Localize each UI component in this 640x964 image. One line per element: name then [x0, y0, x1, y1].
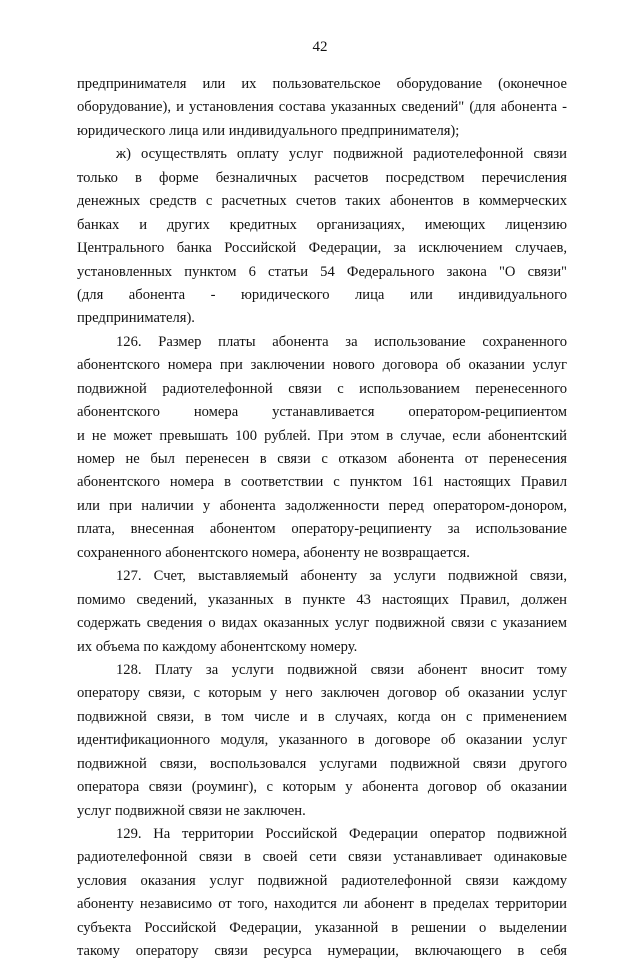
text-line: подвижной связи, воспользовался услугами подвижной связи другого [77, 755, 567, 772]
text-line: условия оказания услуг подвижной радиотелефонной связи каждому [77, 872, 567, 889]
text-line: только в форме безналичных расчетов посредством перечисления [77, 169, 567, 186]
text-line: 126. Размер платы абонента за использование сохраненного [116, 333, 567, 350]
text-line: идентификационного модуля, указанного в договоре об оказании услуг [77, 732, 567, 749]
text-line: 128. Плату за услуги подвижной связи абонент вносит тому [116, 661, 567, 678]
text-line: абоненту независимо от того, находится ли абонент в пределах территории [77, 896, 567, 913]
text-line: абонентского номера устанавливается оператором-реципиентом [77, 404, 567, 421]
text-line: такому оператору связи ресурса нумерации, включающего в себя [77, 943, 567, 960]
text-line: ж) осуществлять оплату услуг подвижной радиотелефонной связи [116, 146, 567, 163]
text-line: денежных средств с расчетных счетов таких абонентов в коммерческих [77, 193, 567, 210]
page-number: 42 [312, 39, 328, 55]
text-line: предпринимателя). [77, 310, 195, 327]
text-line: установленных пунктом 6 статьи 54 Федерального закона "О связи" [77, 263, 567, 280]
text-line: банках и других кредитных организациях, имеющих лицензию [77, 216, 567, 233]
text-line: подвижной связи, в том числе и в случаях, когда он с применением [77, 708, 567, 725]
text-line: сохраненного абонентского номера, абоненту не возвращается. [77, 544, 470, 561]
text-line: юридического лица или индивидуального предпринимателя); [77, 122, 460, 139]
text-line: или при наличии у абонента задолженности перед оператором-донором, [77, 497, 567, 514]
text-line: предпринимателя или их пользовательское оборудование (оконечное [77, 76, 567, 92]
text-line: услуг подвижной связи не заключен. [77, 802, 306, 819]
text-line: 129. На территории Российской Федерации оператор подвижной [116, 826, 567, 842]
text-line: оператору связи, с которым у него заключен договор об оказании услуг [77, 685, 567, 702]
text-line: (для абонента - юридического лица или индивидуального [77, 286, 567, 303]
text-line: помимо сведений, указанных в пункте 43 настоящих Правил, должен [77, 591, 567, 608]
text-line: Центрального банка Российской Федерации, за исключением случаев, [77, 240, 567, 257]
text-line: субъекта Российской Федерации, указанной в решении о выделении [77, 919, 567, 936]
text-line: содержать сведения о видах оказанных услуг подвижной связи с указанием [77, 615, 567, 632]
text-line: оборудование), и установления состава указанных сведений" (для абонента - [77, 99, 567, 116]
text-line: номер не был перенесен в связи с отказом абонента от перенесения [77, 451, 567, 467]
text-line: радиотелефонной связи в своей сети связи устанавливает одинаковые [77, 849, 567, 866]
text-line: абонентского номера в соответствии с пунктом 161 настоящих Правил [77, 474, 567, 491]
text-line: подвижной радиотелефонной связи с использованием перенесенного [77, 380, 567, 397]
document-body [77, 73, 567, 964]
text-line: их объема по каждому абонентскому номеру. [77, 638, 358, 655]
text-line: и не может превышать 100 рублей. При этом в случае, если абонентский [77, 427, 567, 444]
text-line: 127. Счет, выставляемый абоненту за услуги подвижной связи, [116, 568, 567, 585]
text-line: плата, внесенная абонентом оператору-реципиенту за использование [77, 521, 567, 538]
text-line: абонентского номера при заключении нового договора об оказании услуг [77, 357, 567, 374]
text-line: оператора связи (роуминг), с которым у абонента договор об оказании [77, 779, 567, 796]
